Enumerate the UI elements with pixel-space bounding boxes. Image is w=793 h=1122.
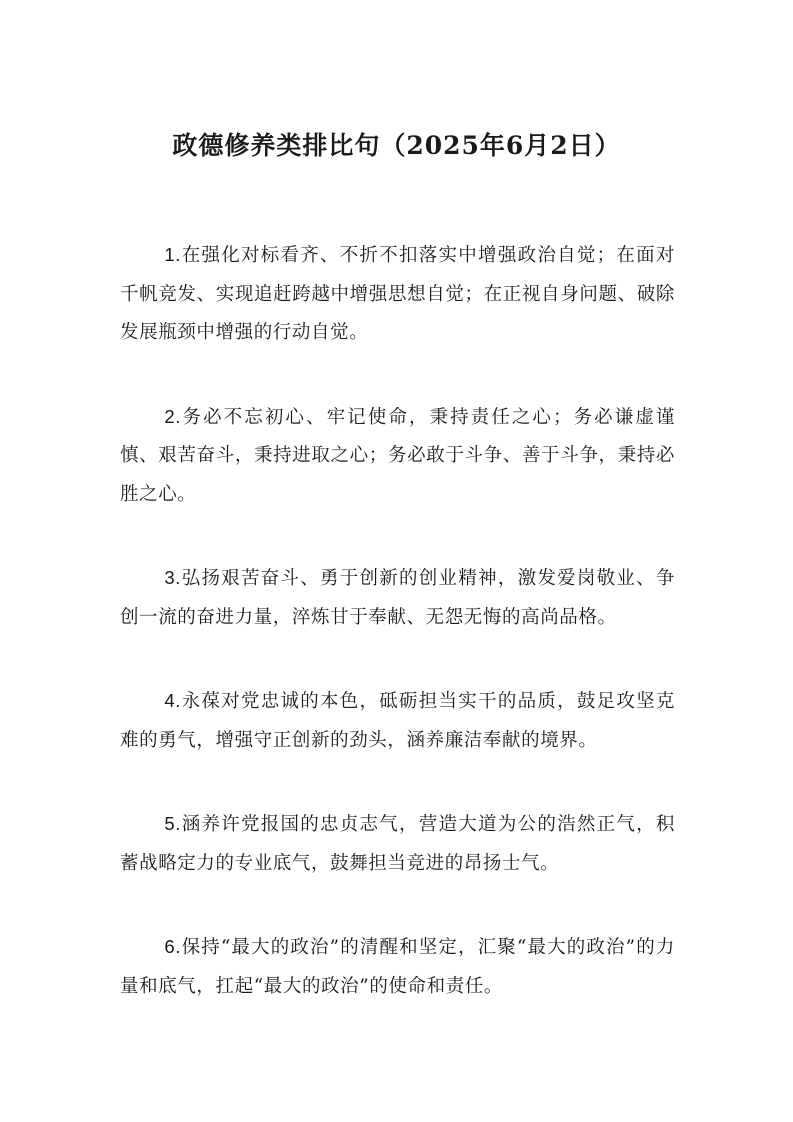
- item-text: 涵养许党报国的忠贞志气，营造大道为公的浩然正气，积蓄战略定力的专业底气，鼓舞担当竞进的昂扬士气。: [120, 814, 675, 874]
- list-item: [120, 559, 675, 637]
- list-item: [120, 398, 675, 515]
- sentence-list: [120, 236, 675, 1051]
- document-title: 政德修养类排比句（2025年6月2日）: [172, 131, 621, 160]
- list-item: [120, 682, 675, 760]
- item-text: 务必不忘初心、牢记使命，秉持责任之心；务必谦虚谨慎、艰苦奋斗，秉持进取之心；务必敢于斗争、善于斗争，秉持必胜之心。: [120, 406, 675, 505]
- list-item: [120, 928, 675, 1006]
- item-text: 弘扬艰苦奋斗、勇于创新的创业精神，激发爱岗敬业、争创一流的奋进力量，淬炼甘于奉献、无怨无悔的高尚品格。: [120, 568, 675, 628]
- item-number: 6.: [164, 936, 182, 957]
- item-number: 4.: [164, 690, 182, 711]
- item-number: 1.: [164, 244, 182, 265]
- item-number: 2.: [164, 405, 182, 427]
- item-text: 保持“最大的政治”的清醒和坚定，汇聚“最大的政治”的力量和底气，扛起“最大的政治”的使命和责任。: [120, 937, 675, 997]
- list-item: [120, 236, 675, 353]
- item-number: 3.: [164, 567, 182, 588]
- list-item: [120, 805, 675, 883]
- item-text: 在强化对标看齐、不折不扣落实中增强政治自觉；在面对千帆竞发、实现追赶跨越中增强思想自觉；在正视自身问题、破除发展瓶颈中增强的行动自觉。: [120, 245, 675, 343]
- item-number: 5.: [164, 813, 182, 834]
- item-text: 永葆对党忠诚的本色，砥砺担当实干的品质，鼓足攻坚克难的勇气，增强守正创新的劲头，涵养廉洁奉献的境界。: [120, 691, 675, 751]
